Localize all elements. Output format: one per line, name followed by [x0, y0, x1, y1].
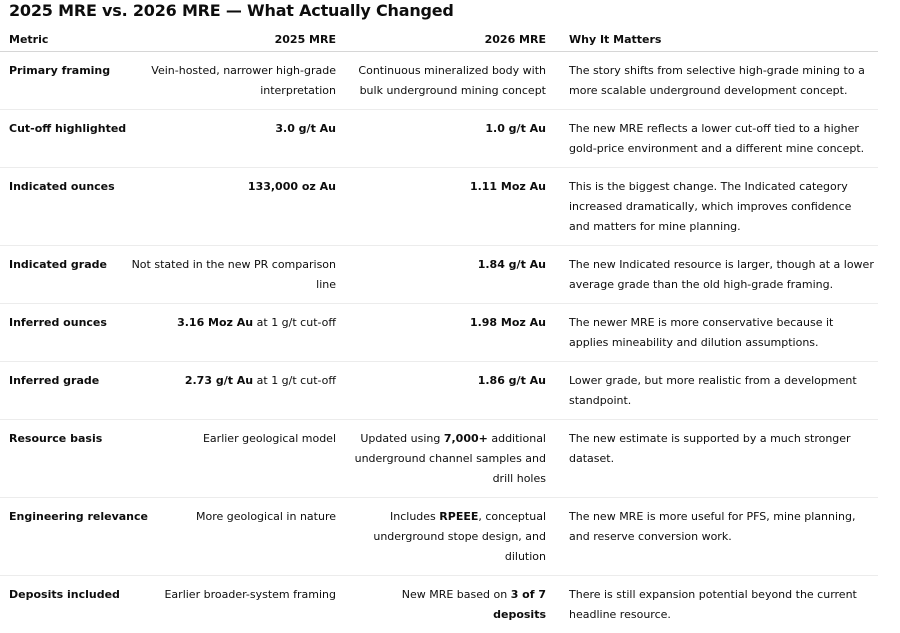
- mre-2026-cell: [345, 52, 555, 110]
- mre-2026-cell: [345, 304, 555, 362]
- table-header-row: [0, 28, 878, 52]
- mre-2026-cell: [345, 110, 555, 168]
- column-header-why-it-matters: Why It Matters: [555, 28, 878, 52]
- mre-2025-cell: [108, 168, 345, 246]
- mre-2026-text-post: additional underground channel samples and drill holes: [355, 432, 546, 485]
- mre-2025-bold-value: 3.16 Moz Au: [177, 316, 253, 329]
- metric-cell: Inferred grade: [0, 362, 108, 420]
- mre-2025-bold-value: 3.0 g/t Au: [275, 122, 336, 135]
- mre-2026-text-pre: Updated using: [360, 432, 444, 445]
- column-header-2025-mre: 2025 MRE: [108, 28, 345, 52]
- mre-2026-cell: [345, 576, 555, 633]
- mre-2025-text: Not stated in the new PR comparison line: [132, 258, 336, 291]
- metric-cell: Deposits included: [0, 576, 108, 633]
- mre-2025-cell: [108, 52, 345, 110]
- why-it-matters-cell: The story shifts from selective high-grade mining to a more scalable underground development concept.: [555, 52, 878, 110]
- table-row: [0, 168, 878, 246]
- mre-2026-text-post: , conceptual underground stope design, and dilution: [373, 510, 546, 563]
- table-row: [0, 52, 878, 110]
- table-row: [0, 498, 878, 576]
- mre-2025-cell: [108, 420, 345, 498]
- mre-2026-cell: [345, 498, 555, 576]
- mre-2026-cell: [345, 246, 555, 304]
- why-it-matters-cell: The new estimate is supported by a much stronger dataset.: [555, 420, 878, 498]
- why-it-matters-cell: The new MRE is more useful for PFS, mine planning, and reserve conversion work.: [555, 498, 878, 576]
- table-row: [0, 420, 878, 498]
- metric-cell: Resource basis: [0, 420, 108, 498]
- mre-2025-text: at 1 g/t cut-off: [253, 374, 336, 387]
- mre-2025-cell: [108, 304, 345, 362]
- table-row: [0, 110, 878, 168]
- table-row: [0, 362, 878, 420]
- mre-2025-cell: [108, 576, 345, 633]
- page-title: 2025 MRE vs. 2026 MRE — What Actually Changed: [9, 0, 454, 22]
- mre-2025-text: Vein-hosted, narrower high-grade interpretation: [151, 64, 336, 97]
- mre-2025-text: at 1 g/t cut-off: [253, 316, 336, 329]
- mre-2026-text-pre: Continuous mineralized body with bulk underground mining concept: [358, 64, 546, 97]
- mre-2026-bold-value: 1.84 g/t Au: [478, 258, 546, 271]
- mre-2026-cell: [345, 420, 555, 498]
- table-row: [0, 246, 878, 304]
- why-it-matters-cell: The new Indicated resource is larger, though at a lower average grade than the old high-grade framing.: [555, 246, 878, 304]
- mre-2026-text-pre: New MRE based on: [402, 588, 511, 601]
- mre-2026-bold-value: 7,000+: [444, 432, 488, 445]
- mre-2025-text: Earlier geological model: [203, 432, 336, 445]
- metric-cell: Indicated grade: [0, 246, 108, 304]
- comparison-table: [0, 28, 878, 633]
- mre-2025-bold-value: 2.73 g/t Au: [185, 374, 253, 387]
- mre-2026-bold-value: RPEEE: [439, 510, 478, 523]
- column-header-2026-mre: 2026 MRE: [345, 28, 555, 52]
- mre-2025-bold-value: 133,000 oz Au: [248, 180, 336, 193]
- why-it-matters-cell: The new MRE reflects a lower cut-off tied to a higher gold-price environment and a different mine concept.: [555, 110, 878, 168]
- why-it-matters-cell: The newer MRE is more conservative because it applies mineability and dilution assumptions.: [555, 304, 878, 362]
- mre-2026-cell: [345, 168, 555, 246]
- metric-cell: Inferred ounces: [0, 304, 108, 362]
- mre-2026-text-pre: Includes: [390, 510, 439, 523]
- table-row: [0, 304, 878, 362]
- mre-2026-bold-value: 1.11 Moz Au: [470, 180, 546, 193]
- column-header-metric: Metric: [0, 28, 108, 52]
- mre-2026-bold-value: 3 of 7 deposits: [493, 588, 546, 621]
- metric-cell: Engineering relevance: [0, 498, 108, 576]
- mre-2026-cell: [345, 362, 555, 420]
- metric-cell: Primary framing: [0, 52, 108, 110]
- mre-2025-text: More geological in nature: [196, 510, 336, 523]
- mre-2026-bold-value: 1.98 Moz Au: [470, 316, 546, 329]
- mre-2026-bold-value: 1.86 g/t Au: [478, 374, 546, 387]
- mre-2025-cell: [108, 362, 345, 420]
- why-it-matters-cell: This is the biggest change. The Indicated category increased dramatically, which improves confidence and matters for mine planning.: [555, 168, 878, 246]
- mre-2025-text: Earlier broader-system framing: [164, 588, 336, 601]
- metric-cell: Cut-off highlighted: [0, 110, 108, 168]
- why-it-matters-cell: There is still expansion potential beyond the current headline resource.: [555, 576, 878, 633]
- mre-2026-bold-value: 1.0 g/t Au: [485, 122, 546, 135]
- metric-cell: Indicated ounces: [0, 168, 108, 246]
- mre-2025-cell: [108, 246, 345, 304]
- mre-2025-cell: [108, 110, 345, 168]
- why-it-matters-cell: Lower grade, but more realistic from a development standpoint.: [555, 362, 878, 420]
- table-row: [0, 576, 878, 633]
